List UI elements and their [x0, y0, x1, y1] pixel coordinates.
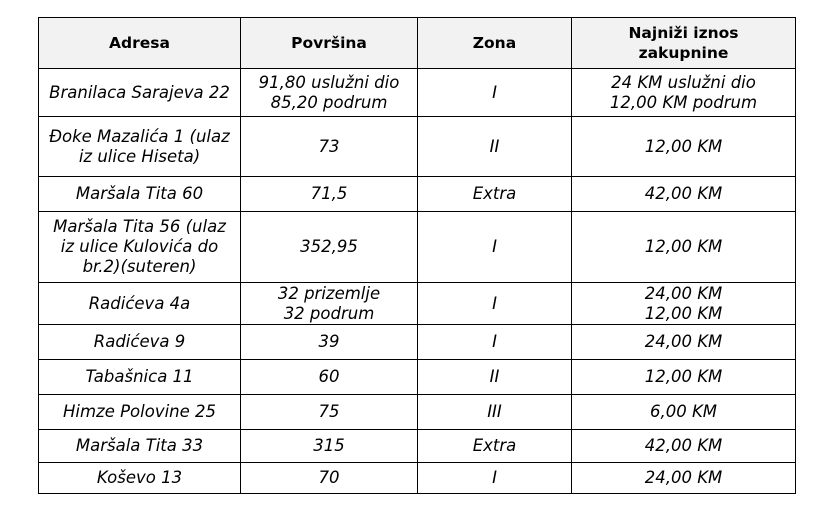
cell-zona: I [418, 325, 572, 360]
table-row [39, 430, 796, 463]
cell-iznos: 42,00 KM [572, 177, 796, 212]
cell-adresa: Maršala Tita 56 (ulaz iz ulice Kulovića do br.2)(suteren) [39, 212, 241, 283]
header-iznos: Najniži iznos zakupnine [572, 18, 796, 69]
cell-iznos: 12,00 KM [572, 117, 796, 177]
cell-iznos: 12,00 KM [572, 360, 796, 395]
cell-povrsina: 352,95 [241, 212, 418, 283]
cell-iznos: 24,00 KM 12,00 KM [572, 283, 796, 325]
cell-adresa: Radićeva 4a [39, 283, 241, 325]
cell-zona: Extra [418, 177, 572, 212]
table-row [39, 177, 796, 212]
table-row [39, 395, 796, 430]
table-row [39, 117, 796, 177]
cell-zona: Extra [418, 430, 572, 463]
cell-zona: III [418, 395, 572, 430]
header-row [39, 18, 796, 69]
cell-iznos: 24,00 KM [572, 325, 796, 360]
cell-povrsina: 75 [241, 395, 418, 430]
cell-iznos: 42,00 KM [572, 430, 796, 463]
cell-adresa: Đoke Mazalića 1 (ulaz iz ulice Hiseta) [39, 117, 241, 177]
table-row [39, 360, 796, 395]
cell-iznos: 12,00 KM [572, 212, 796, 283]
cell-zona: I [418, 69, 572, 117]
table-row [39, 463, 796, 494]
table-row [39, 212, 796, 283]
cell-zona: II [418, 117, 572, 177]
header-zona: Zona [418, 18, 572, 69]
cell-povrsina: 315 [241, 430, 418, 463]
table-row [39, 283, 796, 325]
header-adresa: Adresa [39, 18, 241, 69]
cell-zona: I [418, 212, 572, 283]
cell-povrsina: 39 [241, 325, 418, 360]
cell-povrsina: 73 [241, 117, 418, 177]
cell-povrsina: 91,80 uslužni dio 85,20 podrum [241, 69, 418, 117]
header-povrsina: Površina [241, 18, 418, 69]
cell-adresa: Branilaca Sarajeva 22 [39, 69, 241, 117]
cell-adresa: Koševo 13 [39, 463, 241, 494]
cell-iznos: 24,00 KM [572, 463, 796, 494]
rental-table [38, 17, 796, 494]
cell-adresa: Maršala Tita 60 [39, 177, 241, 212]
cell-zona: I [418, 283, 572, 325]
cell-iznos: 6,00 KM [572, 395, 796, 430]
cell-adresa: Tabašnica 11 [39, 360, 241, 395]
cell-povrsina: 70 [241, 463, 418, 494]
cell-adresa: Maršala Tita 33 [39, 430, 241, 463]
cell-povrsina: 71,5 [241, 177, 418, 212]
cell-zona: II [418, 360, 572, 395]
cell-povrsina: 60 [241, 360, 418, 395]
cell-povrsina: 32 prizemlje 32 podrum [241, 283, 418, 325]
table-row [39, 69, 796, 117]
cell-adresa: Himze Polovine 25 [39, 395, 241, 430]
table-row [39, 325, 796, 360]
cell-iznos: 24 KM uslužni dio 12,00 KM podrum [572, 69, 796, 117]
cell-zona: I [418, 463, 572, 494]
cell-adresa: Radićeva 9 [39, 325, 241, 360]
